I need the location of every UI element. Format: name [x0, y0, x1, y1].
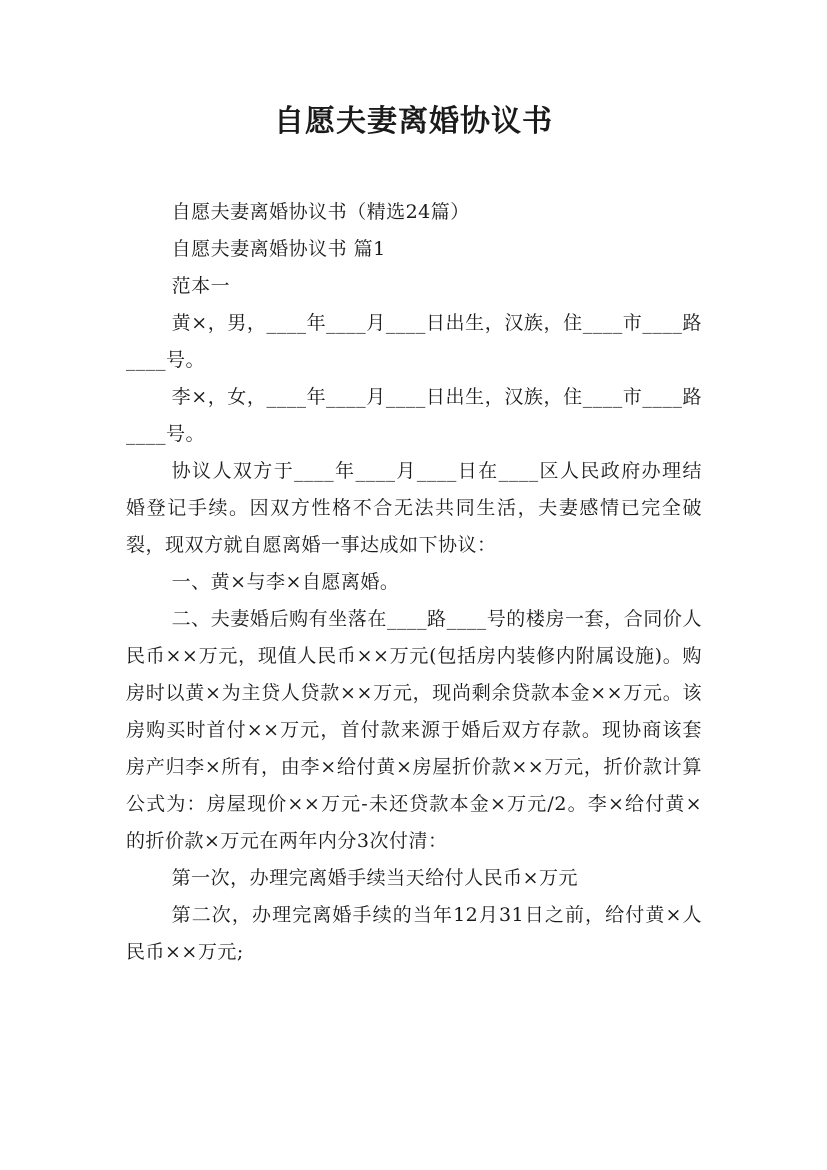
paragraph-clause-2: 二、夫妻婚后购有坐落在____路____号的楼房一套，合同价人民币××万元，现值人民币××万元(包括房内装修内附属设施)。购房时以黄×为主贷人贷款××万元，现尚剩余贷款本金××万元。该房购买时首付××万元，首付款来源于婚后双方存款。现协商该套房产归李×所有，由李×给付黄×房屋折价款××万元，折价款计算公式为：房屋现价××万元-未还贷款本金×万元/2。李×给付黄×的折价款×万元在两年内分3次付清： [126, 608, 702, 852]
paragraph-party-wife: 李×，女，____年____月____日出生，汉族，住____市____路____号。 [126, 386, 702, 445]
paragraph-clause-1: 一、黄×与李×自愿离婚。 [171, 571, 400, 593]
paragraph-section-heading: 自愿夫妻离婚协议书 篇1 [171, 238, 386, 260]
paragraph-party-husband: 黄×，男，____年____月____日出生，汉族，住____市____路____号。 [126, 312, 702, 371]
document-body [126, 194, 702, 971]
document-title: 自愿夫妻离婚协议书 [274, 104, 553, 139]
paragraph-preamble: 协议人双方于____年____月____日在____区人民政府办理结婚登记手续。因双方性格不合无法共同生活，夫妻感情已完全破裂，现双方就自愿离婚一事达成如下协议： [126, 460, 702, 556]
paragraph-subtitle: 自愿夫妻离婚协议书（精选24篇） [171, 201, 470, 223]
paragraph-payment-1: 第一次，办理完离婚手续当天给付人民币×万元 [171, 867, 579, 889]
paragraph-payment-2: 第二次，办理完离婚手续的当年12月31日之前，给付黄×人民币××万元; [126, 904, 702, 963]
paragraph-template-label: 范本一 [171, 275, 231, 297]
